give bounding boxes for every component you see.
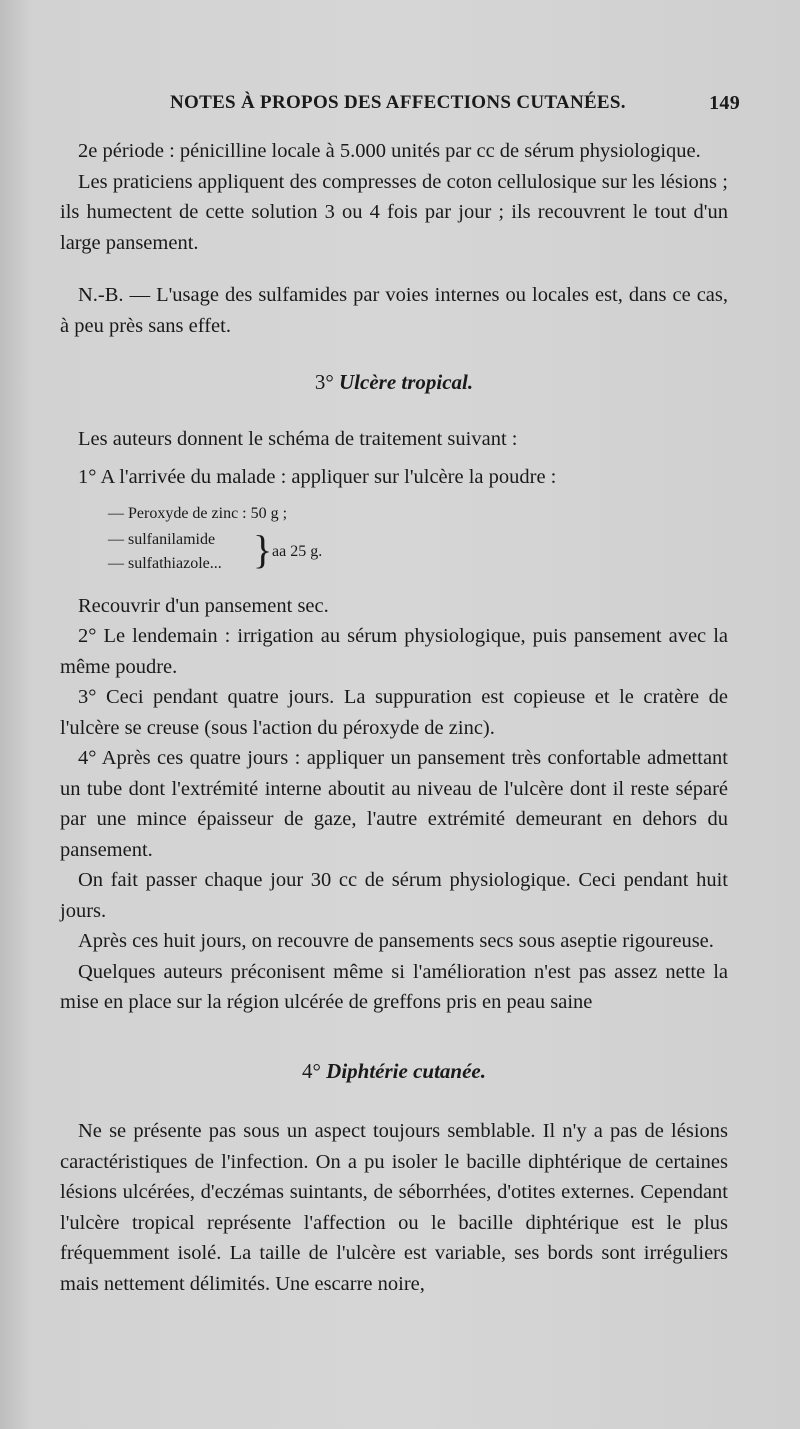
powder-formula (108, 501, 728, 581)
paragraph-recouvrir: Recouvrir d'un pansement sec. (78, 594, 329, 617)
section-title: Ulcère tropical. (339, 370, 474, 394)
paragraph-step-2: 2° Le lendemain : irrigation au sérum physiologique, puis pansement avec la même poudre. (60, 625, 728, 678)
paragraph-after-eight-days: Après ces huit jours, on recouvre de pansements secs sous aseptie rigoureuse. (78, 930, 714, 952)
paragraph-step-1: 1° A l'arrivée du malade : appliquer sur l'ulcère la poudre : (78, 466, 557, 488)
spacer (60, 258, 728, 280)
paragraph-compresses: Les praticiens appliquent des compresses de coton cellulosique sur les lésions ; ils humectent de cette solution 3 ou 4 fois par jour ; ils recouvrent le tout d'un large pansement. (60, 170, 728, 254)
formula-line-sulfathiazole: — sulfathiazole... (108, 554, 222, 572)
running-head: NOTES À PROPOS DES AFFECTIONS CUTANÉES. (170, 92, 626, 113)
paragraph-diphterie-description: Ne se présente pas sous un aspect toujours semblable. Il n'y a pas de lésions caractéristiques de l'infection. On a pu isoler le bacille diphtérique de certaines lésions ulcérées, d'eczémas suintants, de séborrhées, d'otites externes. Cependant l'ulcère tropical représente l'affection ou le bacille diphtérique est le plus fréquemment isolé. La taille de l'ulcère est variable, ses bords sont irréguliers mais nettement délimités. Une escarre noire, (60, 1120, 728, 1295)
paragraph-schema-intro: Les auteurs donnent le schéma de traitement suivant : (78, 427, 518, 450)
paragraph-step-4: 4° Après ces quatre jours : appliquer un pansement très confortable admettant un tube dont l'extrémité interne aboutit au niveau de l'ulcère dont il reste séparé par une mince épaisseur de gaze, l'autre extrémité demeurant en dehors du pansement. (60, 747, 728, 861)
section-title: Diphtérie cutanée. (326, 1058, 486, 1083)
section-heading-ulcere-tropical (60, 367, 728, 398)
paragraph-nb-sulfamides: N.-B. — L'usage des sulfamides par voies internes ou locales est, dans ce cas, à peu près sans effet. (60, 284, 728, 337)
page-number: 149 (709, 92, 740, 114)
spacer (60, 454, 728, 462)
paragraph-serum-daily: On fait passer chaque jour 30 cc de sérum physiologique. Ceci pendant huit jours. (60, 869, 728, 922)
paragraph-penicillin-period: 2e période : pénicilline locale à 5.000 unités par cc de sérum physiologique. (78, 140, 701, 162)
section-number: 4° (302, 1058, 321, 1083)
formula-line-sulfanilamide: — sulfanilamide (108, 530, 216, 548)
section-number: 3° (314, 370, 334, 394)
section-heading-diphterie (60, 1056, 728, 1087)
formula-brace: } (253, 526, 273, 572)
formula-dose: aa 25 g. (272, 542, 323, 560)
paragraph-step-3: 3° Ceci pendant quatre jours. La suppuration est copieuse et le cratère de l'ulcère se creuse (sous l'action du péroxyde de zinc). (60, 686, 728, 739)
formula-line-peroxyde: — Peroxyde de zinc : 50 g ; (108, 504, 288, 522)
paragraph-greffons: Quelques auteurs préconisent même si l'amélioration n'est pas assez nette la mise en place sur la région ulcérée de greffons pris en peau saine (60, 960, 728, 1013)
page-body (60, 136, 728, 1299)
